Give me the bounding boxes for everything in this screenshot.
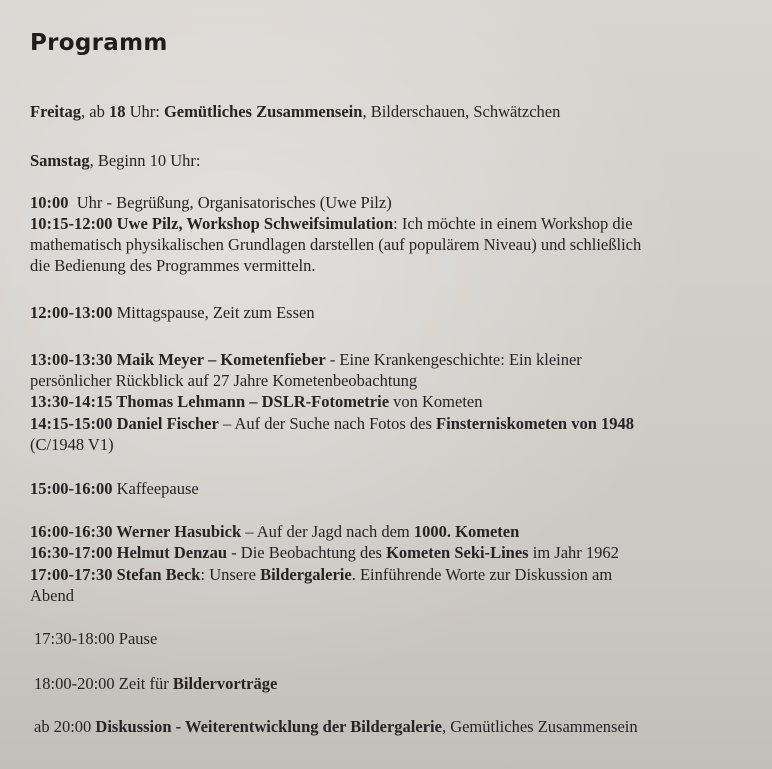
text-segment: , Beginn 10 Uhr:	[89, 151, 201, 170]
text-segment: persönlicher Rückblick auf 27 Jahre Kometenbeobachtung	[30, 371, 418, 390]
text-segment: 14:15-15:00 Daniel Fischer	[30, 414, 219, 433]
text-segment: : Unsere	[200, 565, 261, 584]
program-line-friday	[30, 102, 560, 122]
text-segment: (C/1948 V1)	[30, 435, 114, 454]
program-line-talk-hasubick	[30, 522, 519, 542]
text-segment: , ab	[81, 102, 109, 121]
text-segment: Abend	[30, 586, 74, 605]
program-line-pause	[34, 629, 157, 649]
program-line-workshop-cont	[30, 256, 315, 276]
program-line-discussion	[34, 717, 638, 737]
text-segment: ab 20:00	[34, 717, 96, 736]
text-segment: die Bedienung des Programmes vermitteln.	[30, 256, 316, 275]
text-segment: 18	[108, 102, 126, 121]
text-segment: 1000. Kometen	[413, 522, 520, 541]
text-segment: 10:00	[30, 193, 69, 212]
page-title: Programm	[30, 30, 168, 56]
text-segment: Mittagspause, Zeit zum Essen	[112, 303, 315, 322]
text-segment: 16:00-16:30 Werner Hasubick	[30, 522, 242, 541]
program-line-talk-meyer	[30, 350, 582, 370]
text-segment: Finsterniskometen von 1948	[436, 414, 635, 433]
text-segment: Uhr:	[125, 102, 164, 121]
program-line-coffee	[30, 479, 199, 499]
text-segment: Samstag	[30, 151, 90, 170]
text-segment: - Eine Krankengeschichte: Ein kleiner	[325, 350, 582, 369]
text-segment: Kaffeepause	[112, 479, 199, 498]
program-line-talk-beck-cont	[30, 586, 74, 606]
text-segment: im Jahr 1962	[528, 543, 619, 562]
text-segment: Gemütliches Zusammensein	[163, 102, 363, 121]
text-segment: von Kometen	[389, 392, 483, 411]
text-segment: Bildergalerie	[260, 565, 352, 584]
text-segment: : Ich möchte in einem Workshop die	[393, 214, 633, 233]
text-segment: - Die Beobachtung des	[227, 543, 387, 562]
text-segment: 17:30-18:00 Pause	[34, 629, 158, 648]
text-segment: 13:30-14:15 Thomas Lehmann – DSLR-Fotometrie	[30, 392, 390, 411]
text-segment: Kometen Seki-Lines	[386, 543, 529, 562]
text-segment: 10:15-12:00 Uwe Pilz, Workshop Schweifsimulation	[30, 214, 394, 233]
program-line-workshop-cont	[30, 235, 641, 255]
text-segment: – Auf der Jagd nach dem	[241, 522, 414, 541]
text-segment: 16:30-17:00 Helmut Denzau	[30, 543, 228, 562]
program-line-talk-lehmann	[30, 392, 483, 412]
text-segment: . Einführende Worte zur Diskussion am	[351, 565, 613, 584]
program-line-talk-fischer-cont	[30, 435, 114, 455]
text-segment: 15:00-16:00	[30, 479, 113, 498]
text-segment: – Auf der Suche nach Fotos des	[218, 414, 437, 433]
program-line-image-talks	[34, 674, 277, 694]
text-segment: Diskussion - Weiterentwicklung der Bildergalerie	[95, 717, 442, 736]
text-segment: mathematisch physikalischen Grundlagen darstellen (auf populärem Niveau) und schließlich	[30, 235, 642, 254]
text-segment: 18:00-20:00 Zeit für	[34, 674, 173, 693]
text-segment: 12:00-13:00	[30, 303, 113, 322]
program-line-talk-denzau	[30, 543, 619, 563]
program-line-saturday	[30, 151, 201, 171]
text-segment: Uhr - Begrüßung, Organisatorisches (Uwe Pilz)	[68, 193, 392, 212]
text-segment: Freitag	[30, 102, 82, 121]
text-segment: 17:00-17:30 Stefan Beck	[30, 565, 201, 584]
program-line-workshop	[30, 214, 633, 234]
text-segment: , Gemütliches Zusammensein	[441, 717, 638, 736]
program-line-talk-meyer-cont	[30, 371, 417, 391]
program-line-talk-fischer	[30, 414, 634, 434]
text-segment: Bildervorträge	[172, 674, 278, 693]
program-line-lunch	[30, 303, 315, 323]
text-segment: 13:00-13:30 Maik Meyer – Kometenfieber	[30, 350, 326, 369]
program-line-welcome	[30, 193, 392, 213]
program-line-talk-beck	[30, 565, 612, 585]
text-segment: , Bilderschauen, Schwätzchen	[362, 102, 561, 121]
